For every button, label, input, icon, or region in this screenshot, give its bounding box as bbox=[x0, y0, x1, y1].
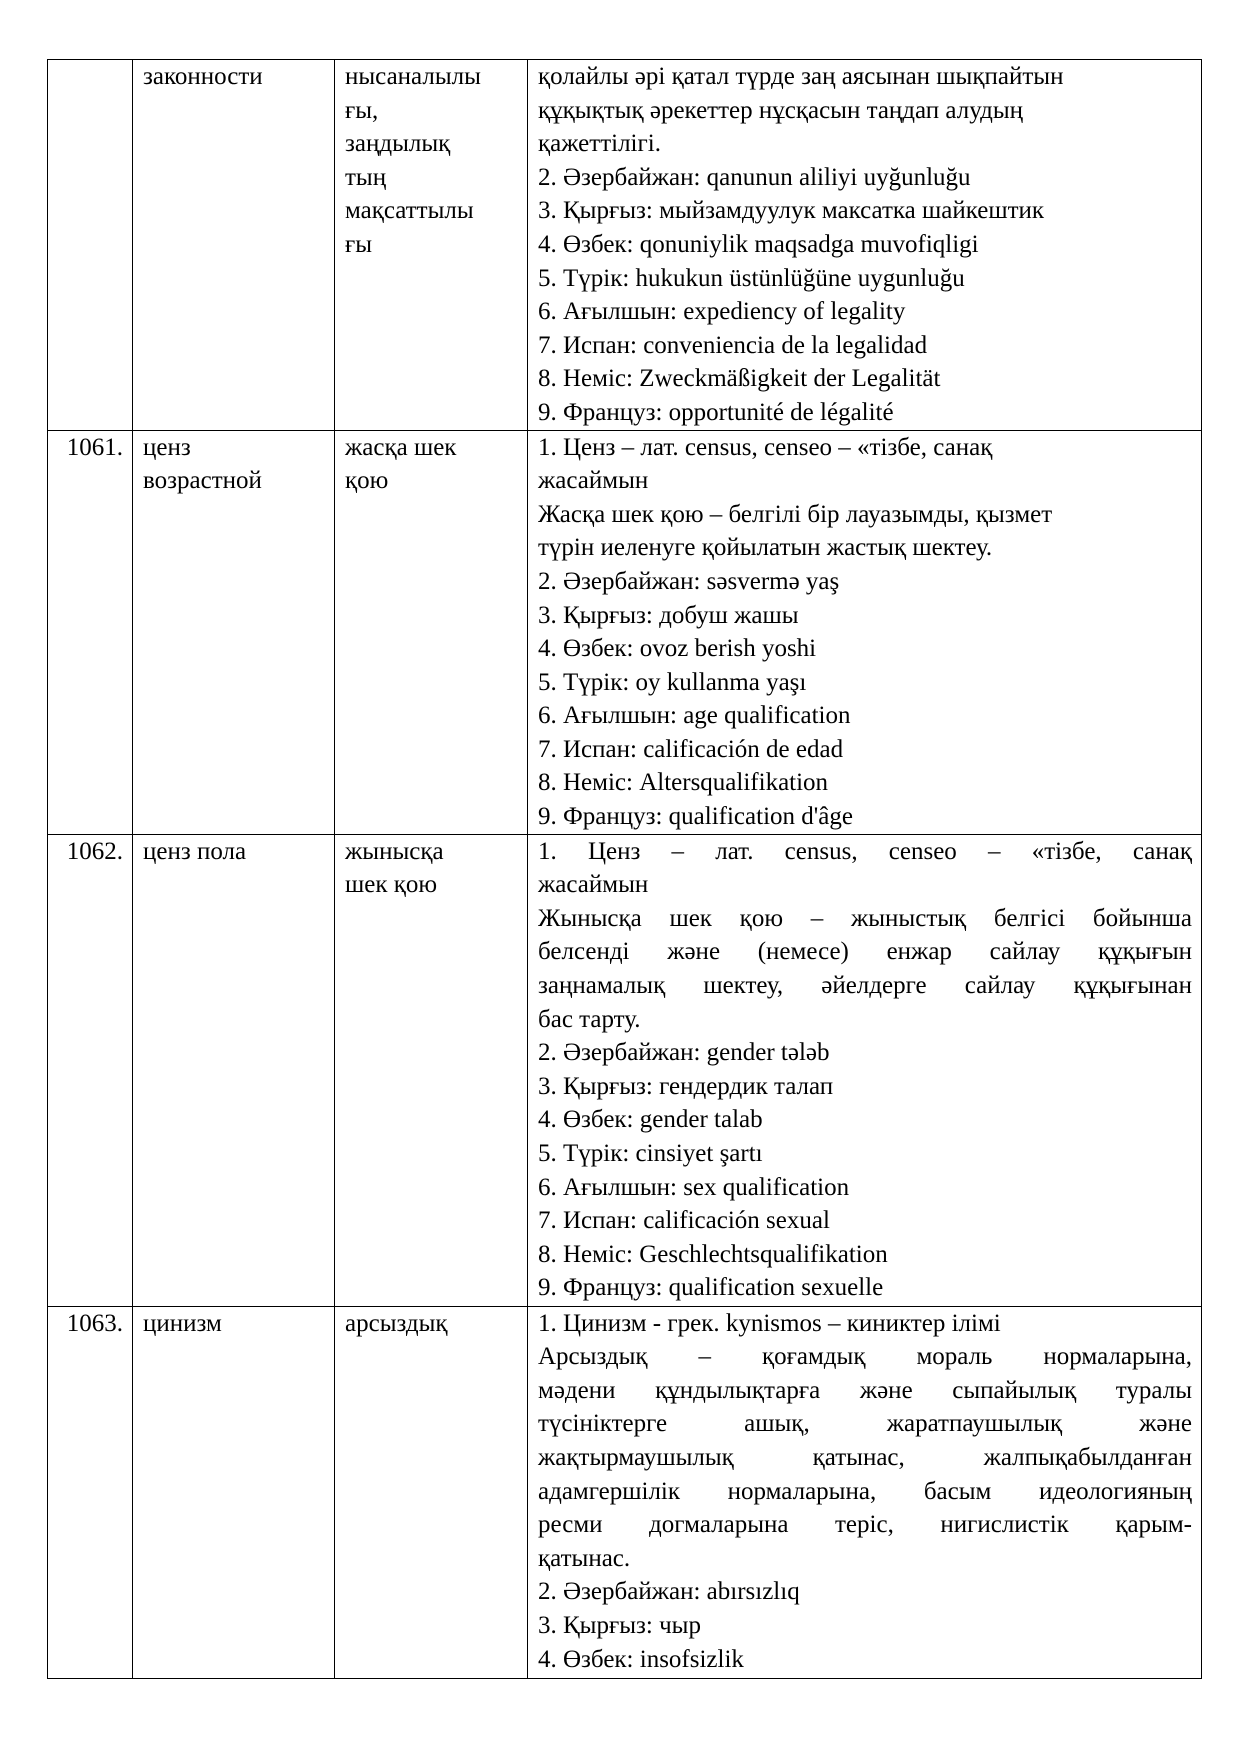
definition-cell bbox=[528, 430, 1202, 834]
table-row bbox=[48, 60, 1202, 431]
entry-number: 1063. bbox=[48, 1306, 133, 1678]
definition-line: белсенді және (немесе) енжар сайлау құқығын bbox=[538, 938, 1192, 966]
translation-line: 8. Неміс: Zweckmäßigkeit der Legalität bbox=[538, 365, 941, 393]
translation-line: 3. Қырғыз: гендердик талап bbox=[538, 1072, 834, 1100]
translation-line: 8. Неміс: Geschlechtsqualifikation bbox=[538, 1240, 888, 1268]
translation-line: 3. Қырғыз: добуш жашы bbox=[538, 601, 799, 629]
translation-line: 8. Неміс: Altersqualifikation bbox=[538, 769, 829, 797]
russian-term: цинизм bbox=[133, 1306, 335, 1678]
entry-number bbox=[48, 60, 133, 431]
definition-line: жасаймын bbox=[538, 467, 649, 495]
translation-line: 7. Испан: calificación de edad bbox=[538, 735, 844, 763]
translation-line: 4. Өзбек: ovoz berish yoshi bbox=[538, 635, 817, 663]
definition-line: қажеттілігі. bbox=[538, 130, 661, 158]
definition-line: 1. Ценз – лат. census, censeo – «тізбе, санақ bbox=[538, 433, 993, 461]
translation-line: 7. Испан: conveniencia de la legalidad bbox=[538, 331, 928, 359]
definition-line: 1. Цинизм - грек. kynismos – киниктер ілімі bbox=[538, 1309, 1001, 1337]
translation-line: 6. Ағылшын: sex qualification bbox=[538, 1173, 850, 1201]
definition-line: Жынысқа шек қою – жыныстық белгісі бойынша bbox=[538, 904, 1192, 932]
translation-line: 2. Әзербайжан: gender tələb bbox=[538, 1039, 830, 1067]
definition-line: қатынас. bbox=[538, 1544, 631, 1572]
kazakh-term: жынысқа шек қою bbox=[335, 834, 528, 1306]
definition-line: құқықтық әрекеттер нұсқасын таңдап алудың bbox=[538, 96, 1024, 124]
definition-cell bbox=[528, 60, 1202, 431]
definition-line: Арсыздық – қоғамдық мораль нормаларына, bbox=[538, 1343, 1192, 1371]
translation-line: 6. Ағылшын: expediency of legality bbox=[538, 298, 906, 326]
translation-line: 3. Қырғыз: чыр bbox=[538, 1612, 701, 1639]
table-row bbox=[48, 1306, 1202, 1678]
translation-line: 6. Ағылшын: age qualification bbox=[538, 702, 851, 730]
definition-line: ресми догмаларына теріс, нигислистік қарым- bbox=[538, 1511, 1192, 1539]
definition-line: Жасқа шек қою – белгілі бір лауазымды, қызмет bbox=[538, 500, 1053, 528]
definition-line: қолайлы әрі қатал түрде заң аясынан шықпайтын bbox=[538, 63, 1064, 90]
translation-line: 2. Әзербайжан: səsvermə yaş bbox=[538, 567, 840, 595]
definition-line: жасаймын bbox=[538, 871, 649, 899]
translation-line: 5. Түрік: oy kullanma yaşı bbox=[538, 668, 807, 696]
translation-line: 3. Қырғыз: мыйзамдуулук максатка шайкештик bbox=[538, 197, 1045, 225]
definition-line: жақтырмаушылық қатынас, жалпықабылданған bbox=[538, 1444, 1192, 1472]
entry-number: 1061. bbox=[48, 430, 133, 834]
definition-line: түрін иеленуге қойылатын жастық шектеу. bbox=[538, 534, 993, 562]
kazakh-term: жасқа шек қою bbox=[335, 430, 528, 834]
translation-line: 9. Француз: qualification d'âge bbox=[538, 803, 853, 831]
glossary-table bbox=[47, 59, 1202, 1679]
russian-term: ценз возрастной bbox=[133, 430, 335, 834]
definition-line: адамгершілік нормаларына, басым идеологияның bbox=[538, 1477, 1192, 1505]
definition-line: мәдени құндылықтарға және сыпайылық туралы bbox=[538, 1376, 1192, 1404]
definition-line: 1. Ценз – лат. census, censeo – «тізбе, санақ bbox=[538, 837, 1192, 865]
table-row bbox=[48, 834, 1202, 1306]
translation-line: 4. Өзбек: gender talab bbox=[538, 1106, 763, 1134]
translation-line: 9. Француз: qualification sexuelle bbox=[538, 1274, 884, 1302]
russian-term: ценз пола bbox=[133, 834, 335, 1306]
translation-line: 4. Өзбек: insofsizlik bbox=[538, 1645, 744, 1673]
kazakh-term: арсыздық bbox=[335, 1306, 528, 1678]
translation-line: 5. Түрік: cinsiyet şartı bbox=[538, 1140, 763, 1167]
kazakh-term: нысаналылы ғы, заңдылық тың мақсаттылы ғы bbox=[335, 60, 528, 431]
table-row bbox=[48, 430, 1202, 834]
translation-line: 2. Әзербайжан: abırsızlıq bbox=[538, 1578, 800, 1606]
definition-line: бас тарту. bbox=[538, 1005, 641, 1033]
russian-term: законности bbox=[133, 60, 335, 431]
translation-line: 9. Француз: opportunité de légalité bbox=[538, 398, 894, 426]
definition-cell bbox=[528, 834, 1202, 1306]
translation-line: 5. Түрік: hukukun üstünlüğüne uygunluğu bbox=[538, 264, 965, 292]
translation-line: 2. Әзербайжан: qanunun aliliyi uyğunluğu bbox=[538, 163, 971, 191]
translation-line: 7. Испан: calificación sexual bbox=[538, 1207, 830, 1235]
definition-cell bbox=[528, 1306, 1202, 1678]
definition-line: түсініктерге ашық, жаратпаушылық және bbox=[538, 1410, 1192, 1438]
definition-line: заңнамалық шектеу, әйелдерге сайлау құқығынан bbox=[538, 972, 1192, 1000]
entry-number: 1062. bbox=[48, 834, 133, 1306]
translation-line: 4. Өзбек: qonuniylik maqsadga muvofiqligi bbox=[538, 230, 979, 258]
